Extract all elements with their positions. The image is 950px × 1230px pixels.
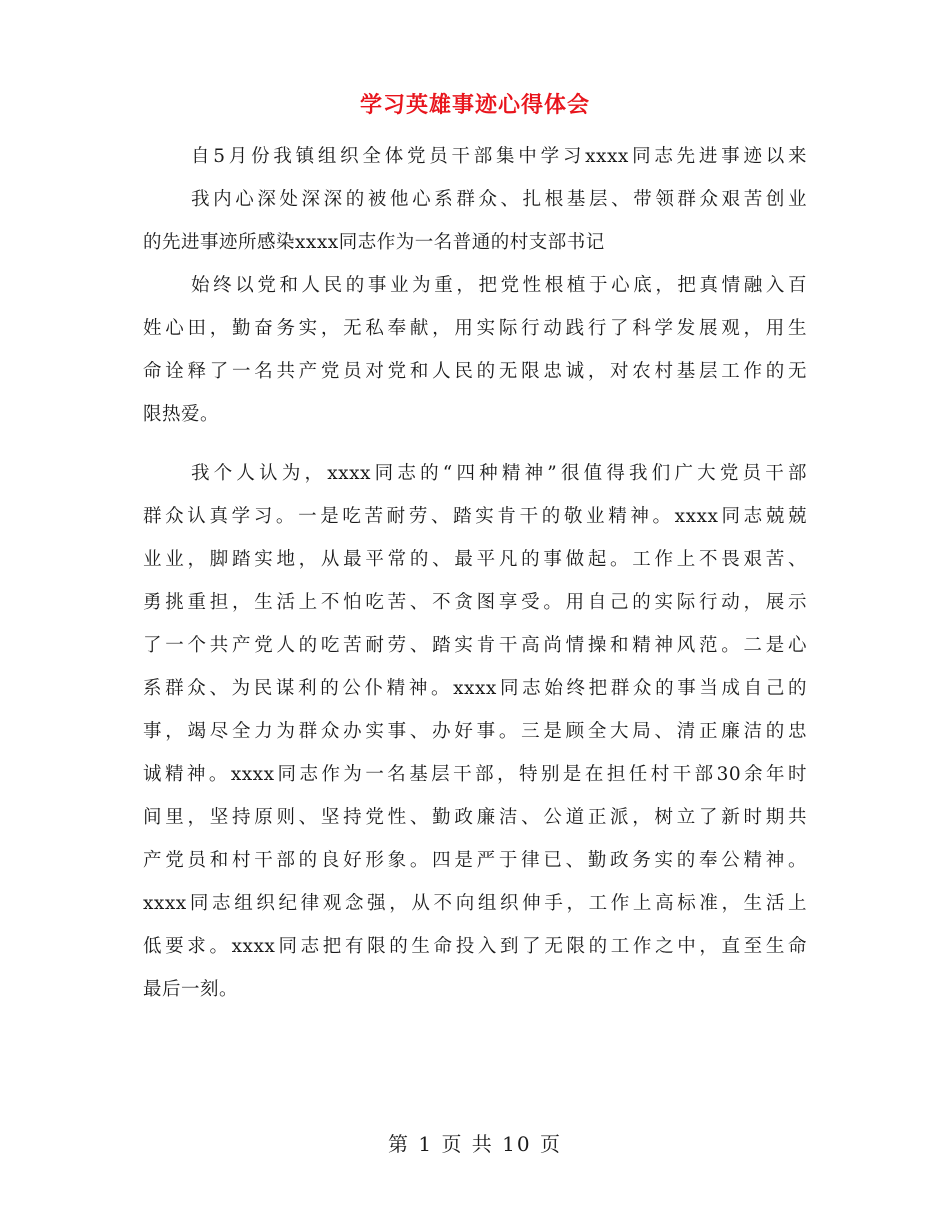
text-line: 间里，坚持原则、坚持党性、勤政廉洁、公道正派，树立了新时期共 [143,807,807,828]
text-line: xxxx同志组织纪律观念强，从不向组织伸手，工作上高标准，生活上 [143,893,807,914]
text-line: 勇挑重担，生活上不怕吃苦、不贪图享受。用自己的实际行动，展示 [143,592,807,613]
text-line: 我内心深处深深的被他心系群众、扎根基层、带领群众艰苦创业 [191,189,807,210]
text-line: 事，竭尽全力为群众办实事、办好事。三是顾全大局、清正廉洁的忠 [143,721,807,742]
text-line: 产党员和村干部的良好形象。四是严于律已、勤政务实的奉公精神。 [143,850,807,871]
text-line: 最后一刻。 [143,979,239,1000]
page-footer: 第 1 页 共 10 页 [388,1132,562,1156]
text-line: 的先进事迹所感染xxxx同志作为一名普通的村支部书记 [143,232,605,253]
text-line: 群众认真学习。一是吃苦耐劳、踏实肯干的敬业精神。xxxx同志兢兢 [143,506,807,527]
text-line: 诚精神。xxxx同志作为一名基层干部，特别是在担任村干部30余年时 [143,764,807,785]
page-title: 学习英雄事迹心得体会 [359,93,590,118]
text-line: 姓心田，勤奋务实，无私奉献，用实际行动践行了科学发展观，用生 [143,318,807,339]
text-line: 系群众、为民谋利的公仆精神。xxxx同志始终把群众的事当成自己的 [143,678,807,699]
text-line: 始终以党和人民的事业为重，把党性根植于心底，把真情融入百 [191,275,807,296]
text-line: 命诠释了一名共产党员对党和人民的无限忠诚，对农村基层工作的无 [143,361,807,382]
text-line: 自5月份我镇组织全体党员干部集中学习xxxx同志先进事迹以来 [191,146,807,167]
text-line: 限热爱。 [143,404,220,425]
text-line: 我个人认为，xxxx同志的“四种精神”很值得我们广大党员干部 [191,463,807,484]
text-line: 低要求。xxxx同志把有限的生命投入到了无限的工作之中，直至生命 [143,936,807,957]
text-line: 业业，脚踏实地，从最平常的、最平凡的事做起。工作上不畏艰苦、 [143,549,807,570]
text-line: 了一个共产党人的吃苦耐劳、踏实肯干高尚情操和精神风范。二是心 [143,635,807,656]
